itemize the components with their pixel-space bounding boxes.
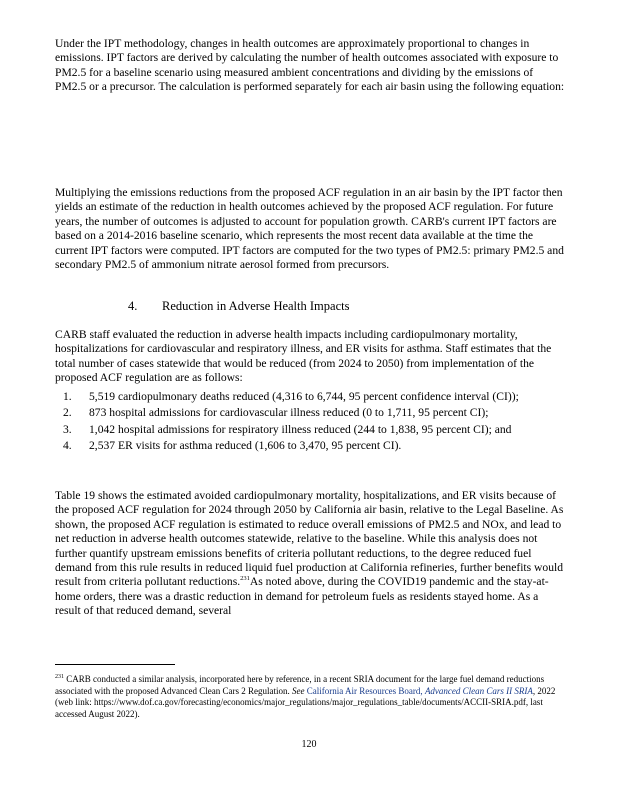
footnote-divider (55, 664, 175, 665)
page-number: 120 (301, 739, 317, 750)
list-item: 4. 2,537 ER visits for asthma reduced (1,606 to 3,470, 95 percent CI). (63, 439, 402, 453)
health-outcomes-list (55, 390, 565, 456)
section-number: 4. (128, 299, 138, 313)
paragraph-carb-staff: CARB staff evaluated the reduction in adverse health impacts including cardiopulmonary mortality, hospitalizations for cardiovascular and respiratory illness, and ER visits for asthma. Staff estimates that the total number of cases statewide that would be reduced (from 2024 to 2050) from implementation of the proposed ACF regulation are as follows: (55, 328, 552, 385)
footnote-link[interactable]: , 2022 (web link: https://www.dof.ca.gov/forecasting/economics/major_regulations/major_regulations_table/documents/ACCII-SRIA.pdf, last accessed August 2022). (55, 685, 556, 719)
list-item: 3. 1,042 hospital admissions for respiratory illness reduced (244 to 1,838, 95 percent CI); and (63, 422, 512, 436)
footnote: $^{231}$ CARB conducted a similar analysis, incorporated here by reference, in a recent SRIA document for the large fuel demand reductions associated with the proposed Advanced Clean Cars 2 Regulation. See California Air Resources Board, Advanced Clean Cars II SRIA, 2022 (web link: https://www.dof.ca.gov/forecasting/economics/major_regulations/major_regulations_table/documents/ACCII-SRIA.pdf, last accessed August 2022). (55, 674, 556, 719)
section-title: Reduction in Adverse Health Impacts (162, 299, 350, 313)
paragraph-ipt-multiplying: Multiplying the emissions reductions from the proposed ACF regulation in an air basin by the IPT factor then yields an estimate of the reduction in health outcomes achieved by the proposed ACF regulation. For future years, the number of outcomes is adjusted to account for population growth. CARB's current IPT factors are based on a 2014-2016 baseline scenario, which represents the most recent data available at the time the current IPT factors were computed. IPT factors are computed for the two types of PM2.5: primary PM2.5 and secondary PM2.5 of ammonium nitrate aerosol formed from precursors. (55, 186, 564, 272)
section-heading (128, 299, 349, 314)
list-item: 1. 5,519 cardiopulmonary deaths reduced (4,316 to 6,744, 95 percent confidence interval (CI)); (63, 390, 519, 403)
footnote-marker: 231 (55, 674, 64, 680)
paragraph-ipt-methodology: Under the IPT methodology, changes in health outcomes are approximately proportional to changes in emissions. IPT factors are derived by calculating the number of health outcomes associated with exposure to PM2.5 for a baseline scenario using measured ambient concentrations and dividing by the emissions of PM2.5 or a precursor. The calculation is performed separately for each air basin using the following equation: (55, 37, 565, 94)
list-item: 2. 873 hospital admissions for cardiovascular illness reduced (0 to 1,711, 95 percent CI); (63, 406, 489, 420)
paragraph-table19: Table 19 shows the estimated avoided cardiopulmonary mortality, hospitalizations, and ER visits because of the proposed ACF regulation for 2024 through 2050 by California air basin, relative to the Legal Baseline. As shown, the proposed ACF regulation is estimated to reduce overall emissions of PM2.5 and NOx, and lead to net reduction in adverse health outcomes statewide, relative to the baseline. While this analysis does not further quantify upstream emissions benefits of criteria pollutant reductions, to the degree reduced fuel demand from this rule results in reduced liquid fuel production at California refineries, further benefits would result from criteria pollutant reductions.$^{231}$As noted above, during the COVID19 pandemic and the stay-at-home orders, there was a drastic reduction in demand for petroleum fuels as residents stayed home. As a result of that reduced demand, several (55, 489, 564, 618)
footnote-citation[interactable]: California Air Resources Board, Advanced Clean Cars II SRIA (306, 685, 533, 696)
footnote-reference[interactable]: 231 (240, 575, 250, 583)
